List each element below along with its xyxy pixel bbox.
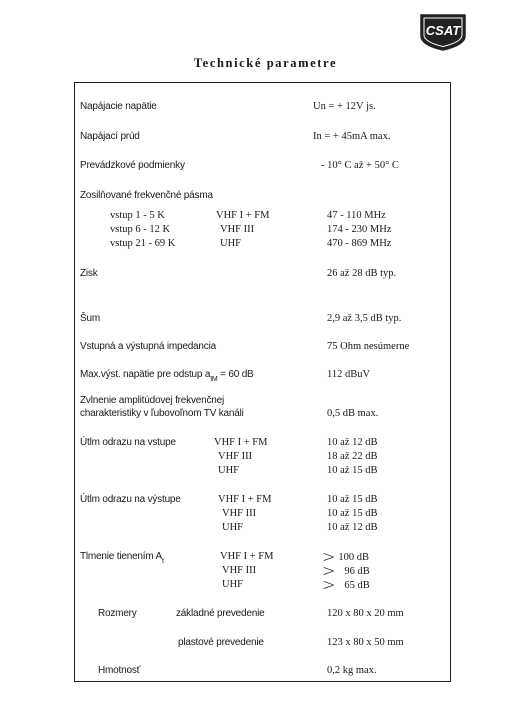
band-name: VHF I + FM xyxy=(220,551,274,562)
row-label: Zosilňované frekvenčné pásma xyxy=(80,190,213,201)
row-value: 112 dBuV xyxy=(327,369,371,380)
row-label: Napájacie napätie xyxy=(80,101,157,112)
row-label: Tlmenie tienením $A_t$ xyxy=(80,551,164,565)
row-label: Prevádzkové podmienky xyxy=(80,160,185,171)
band-name: VHF III xyxy=(222,565,257,576)
band-name: VHF III xyxy=(220,224,255,235)
band-name: VHF I + FM xyxy=(214,437,268,448)
row-label: Zisk xyxy=(80,268,98,279)
row-label: Útlm odrazu na vstupe xyxy=(80,437,176,448)
row-value: 10 až 15 dB xyxy=(327,508,378,519)
parameters-table xyxy=(74,82,451,682)
band-name: VHF III xyxy=(218,451,253,462)
band-freq: 174 - 230 MHz xyxy=(327,224,392,235)
band-name: UHF xyxy=(222,522,244,533)
row-value: 10 až 15 dB xyxy=(327,465,378,476)
row-label: Rozmery xyxy=(98,608,137,619)
row-label: Napájací prúd xyxy=(80,131,140,142)
row-value: 0,5 dB max. xyxy=(327,408,379,419)
band-input: vstup 6 - 12 K xyxy=(110,224,171,235)
band-freq: 47 - 110 MHz xyxy=(327,210,386,221)
row-value: Un = + 12V js. xyxy=(313,101,376,112)
csat-logo xyxy=(417,12,469,52)
page-title: Technické parametre xyxy=(193,56,338,70)
row-value: 10 až 15 dB xyxy=(327,494,378,505)
band-name: UHF xyxy=(218,465,240,476)
row-value: 75 Ohm nesúmerne xyxy=(327,341,410,352)
row-label: Útlm odrazu na výstupe xyxy=(80,494,181,505)
band-input: vstup 1 - 5 K xyxy=(110,210,165,221)
row-value: - 10° C až + 50° C xyxy=(321,160,399,171)
row-value: > 100 dB xyxy=(322,547,370,566)
row-value: 123 x 80 x 50 mm xyxy=(327,637,404,648)
variant-label: základné prevedenie xyxy=(176,608,265,619)
row-value: > 96 dB xyxy=(322,561,370,580)
row-value: 18 až 22 dB xyxy=(327,451,378,462)
row-value: 10 až 12 dB xyxy=(327,437,378,448)
band-name: UHF xyxy=(222,579,244,590)
band-name: UHF xyxy=(220,238,242,249)
row-value: 0,2 kg max. xyxy=(327,665,377,676)
variant-label: plastové prevedenie xyxy=(178,637,264,648)
row-value: 2,9 až 3,5 dB typ. xyxy=(327,313,402,324)
row-value: 26 až 28 dB typ. xyxy=(327,268,397,279)
band-name: VHF I + FM xyxy=(218,494,272,505)
band-name: VHF I + FM xyxy=(216,210,270,221)
row-value: 120 x 80 x 20 mm xyxy=(327,608,404,619)
row-label: Max.výst. napätie pre odstup $a_{IM} = 60$ dB xyxy=(80,369,254,383)
logo-text: CSAT xyxy=(425,23,461,38)
row-label: Šum xyxy=(80,313,100,324)
row-label: Vstupná a výstupná impedancia xyxy=(80,341,216,352)
row-label: Zvlnenie amplitúdovej frekvenčnej xyxy=(80,395,225,406)
band-name: VHF III xyxy=(222,508,257,519)
row-value: In = + 45mA max. xyxy=(313,131,391,142)
row-value: > 65 dB xyxy=(322,575,370,594)
row-value: 10 až 12 dB xyxy=(327,522,378,533)
band-input: vstup 21 - 69 K xyxy=(110,238,176,249)
row-label: charakteristiky v ľubovoľnom TV kanáli xyxy=(80,408,244,419)
row-label: Hmotnosť xyxy=(98,665,141,676)
band-freq: 470 - 869 MHz xyxy=(327,238,392,249)
